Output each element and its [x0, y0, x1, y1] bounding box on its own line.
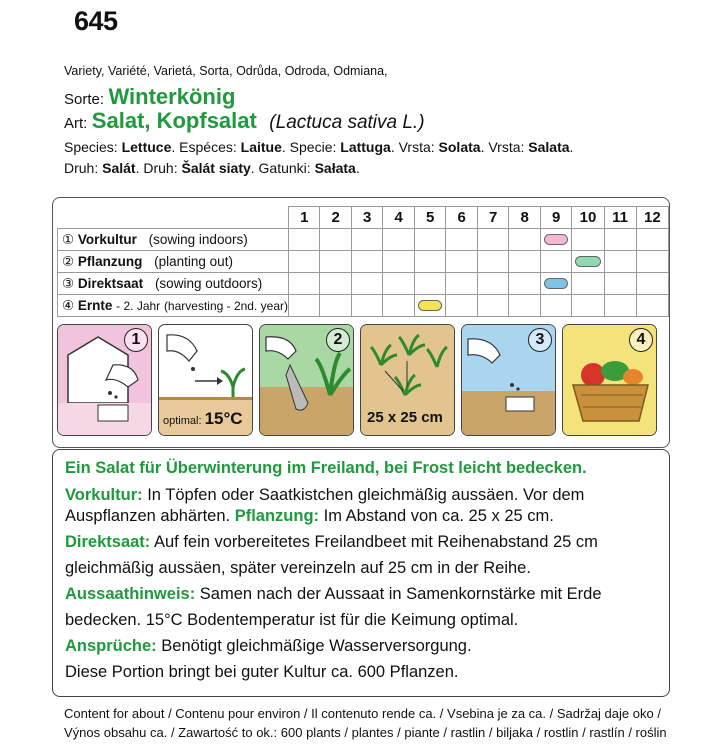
calendar-table [57, 206, 669, 317]
month-11: 11 [604, 207, 636, 229]
ansprueche-label: Ansprüche: [65, 637, 157, 655]
druh-value-2: Šalát siaty [181, 160, 251, 176]
row-note: (sowing indoors) [148, 231, 248, 247]
pictogram-germination [158, 324, 253, 436]
month-10: 10 [572, 207, 604, 229]
row-name: Vorkultur [77, 231, 137, 247]
row-name: Pflanzung [77, 253, 143, 269]
druh-value-1: Salát [102, 160, 136, 176]
species-prefix-5: . Vrsta: [480, 139, 525, 155]
pictogram-planting-out [259, 324, 354, 436]
species-name: Salat, Kopfsalat [91, 108, 257, 133]
instructions-line-2: Auspflanzen abhärten. Pflanzung: Im Abstand von ca. 25 x 25 cm. [65, 507, 554, 525]
step-number: 2 [326, 328, 350, 352]
month-6: 6 [446, 207, 477, 229]
calendar-row-direktsaat [58, 273, 669, 295]
pictogram-sowing-outdoors [461, 324, 556, 436]
instructions-line-4: gleichmäßig aussäen, später vereinzeln auf 25 cm in der Reihe. [65, 559, 531, 577]
optimal-label: optimal: [163, 415, 202, 427]
variety-name-row [64, 84, 235, 110]
calendar-period-bar [418, 300, 442, 311]
month-9: 9 [540, 207, 571, 229]
month-7: 7 [477, 207, 508, 229]
plant-spacing: 25 x 25 cm [367, 409, 443, 426]
druh-prefix-2: . Druh: [135, 160, 178, 176]
pictogram-spacing [360, 324, 455, 436]
content-amount-line-1: Content for about / Contenu pour environ / Il contenuto rende ca. / Vsebina je za ca. / Sadržaj daje oko / [64, 706, 661, 721]
calendar-period-bar [544, 278, 568, 289]
row-note: (harvesting - 2nd. year) [163, 298, 288, 313]
row-name: Ernte [77, 297, 113, 313]
row-number: ④ [62, 297, 75, 313]
species-prefix-3: . Specie: [281, 139, 337, 155]
month-1: 1 [289, 207, 320, 229]
content-amount-line-2: Výnos obsahu ca. / Zawartość to ok.: 600 plants / plantes / piante / rastlin / biljaka / rostlin / rastlín / roślin [64, 725, 667, 740]
sorte-label: Sorte: [64, 91, 105, 108]
row-note: (planting out) [154, 253, 233, 269]
species-translations [64, 139, 573, 155]
druh-suffix: . [355, 160, 360, 176]
row-note-year: - 2. Jahr [116, 298, 161, 313]
calendar-row-vorkultur [58, 229, 669, 251]
druh-translations [64, 160, 360, 176]
step-number: 1 [124, 328, 148, 352]
pictogram-sowing-indoors [57, 324, 152, 436]
month-8: 8 [509, 207, 540, 229]
species-value-2: Laitue [240, 139, 282, 155]
vorkultur-label: Vorkultur: [65, 486, 143, 504]
row-number: ② [62, 253, 75, 269]
druh-value-3: Sałata [314, 160, 356, 176]
row-number: ③ [62, 275, 75, 291]
row-note: (sowing outdoors) [154, 275, 263, 291]
species-prefix-2: . Espéces: [171, 139, 237, 155]
instructions-headline: Ein Salat für Überwinterung im Freiland, bei Frost leicht bedecken. [65, 459, 587, 477]
calendar-period-bar [575, 256, 600, 267]
calendar-header-row [58, 207, 669, 229]
species-value-1: Lettuce [121, 139, 172, 155]
calendar-row-pflanzung [58, 251, 669, 273]
month-2: 2 [320, 207, 351, 229]
instructions-line-7: Ansprüche: Benötigt gleichmäßige Wasserversorgung. [65, 637, 472, 655]
calendar-row-ernte [58, 295, 669, 317]
month-5: 5 [414, 207, 445, 229]
pictogram-harvest [562, 324, 657, 436]
optimal-temperature: 15°C [204, 409, 243, 428]
instructions-line-6: bedecken. 15°C Bodentemperatur ist für die Keimung optimal. [65, 611, 519, 629]
direktsaat-label: Direktsaat: [65, 533, 151, 551]
calendar-period-bar [544, 234, 568, 245]
species-value-4: Solata [438, 139, 481, 155]
sowing-calendar [52, 197, 670, 448]
species-suffix: . [569, 139, 574, 155]
druh-prefix-3: . Gatunki: [250, 160, 311, 176]
aussaathinweis-label: Aussaathinweis: [65, 585, 196, 603]
species-prefix-4: . Vrsta: [390, 139, 435, 155]
art-label: Art: [64, 115, 88, 132]
row-number: ① [62, 231, 75, 247]
variety-name: Winterkönig [108, 84, 236, 109]
step-number: 3 [528, 328, 552, 352]
month-3: 3 [351, 207, 382, 229]
product-code: 645 [74, 6, 118, 36]
species-value-3: Lattuga [340, 139, 391, 155]
pflanzung-label: Pflanzung: [234, 507, 320, 525]
species-name-row [64, 108, 425, 134]
druh-prefix-1: Druh: [64, 160, 99, 176]
month-4: 4 [383, 207, 414, 229]
instructions-line-3: Direktsaat: Auf fein vorbereitetes Freilandbeet mit Reihenabstand 25 cm [65, 533, 598, 551]
step-number: 4 [629, 328, 653, 352]
instructions-line-1: Vorkultur: In Töpfen oder Saatkistchen gleichmäßig aussäen. Vor dem [65, 486, 585, 504]
pictogram-strip [57, 324, 669, 442]
species-prefix-1: Species: [64, 139, 118, 155]
growing-instructions [52, 449, 670, 697]
instructions-line-8: Diese Portion bringt bei guter Kultur ca. 600 Pflanzen. [65, 663, 459, 681]
species-value-5: Salata [528, 139, 570, 155]
latin-name: (Lactuca sativa L.) [269, 112, 425, 133]
month-12: 12 [636, 207, 668, 229]
variety-languages: Variety, Variété, Varietá, Sorta, Odrůda, Odroda, Odmiana, [64, 64, 388, 78]
instructions-line-5: Aussaathinweis: Samen nach der Aussaat in Samenkornstärke mit Erde [65, 585, 602, 603]
row-name: Direktsaat [77, 275, 144, 291]
